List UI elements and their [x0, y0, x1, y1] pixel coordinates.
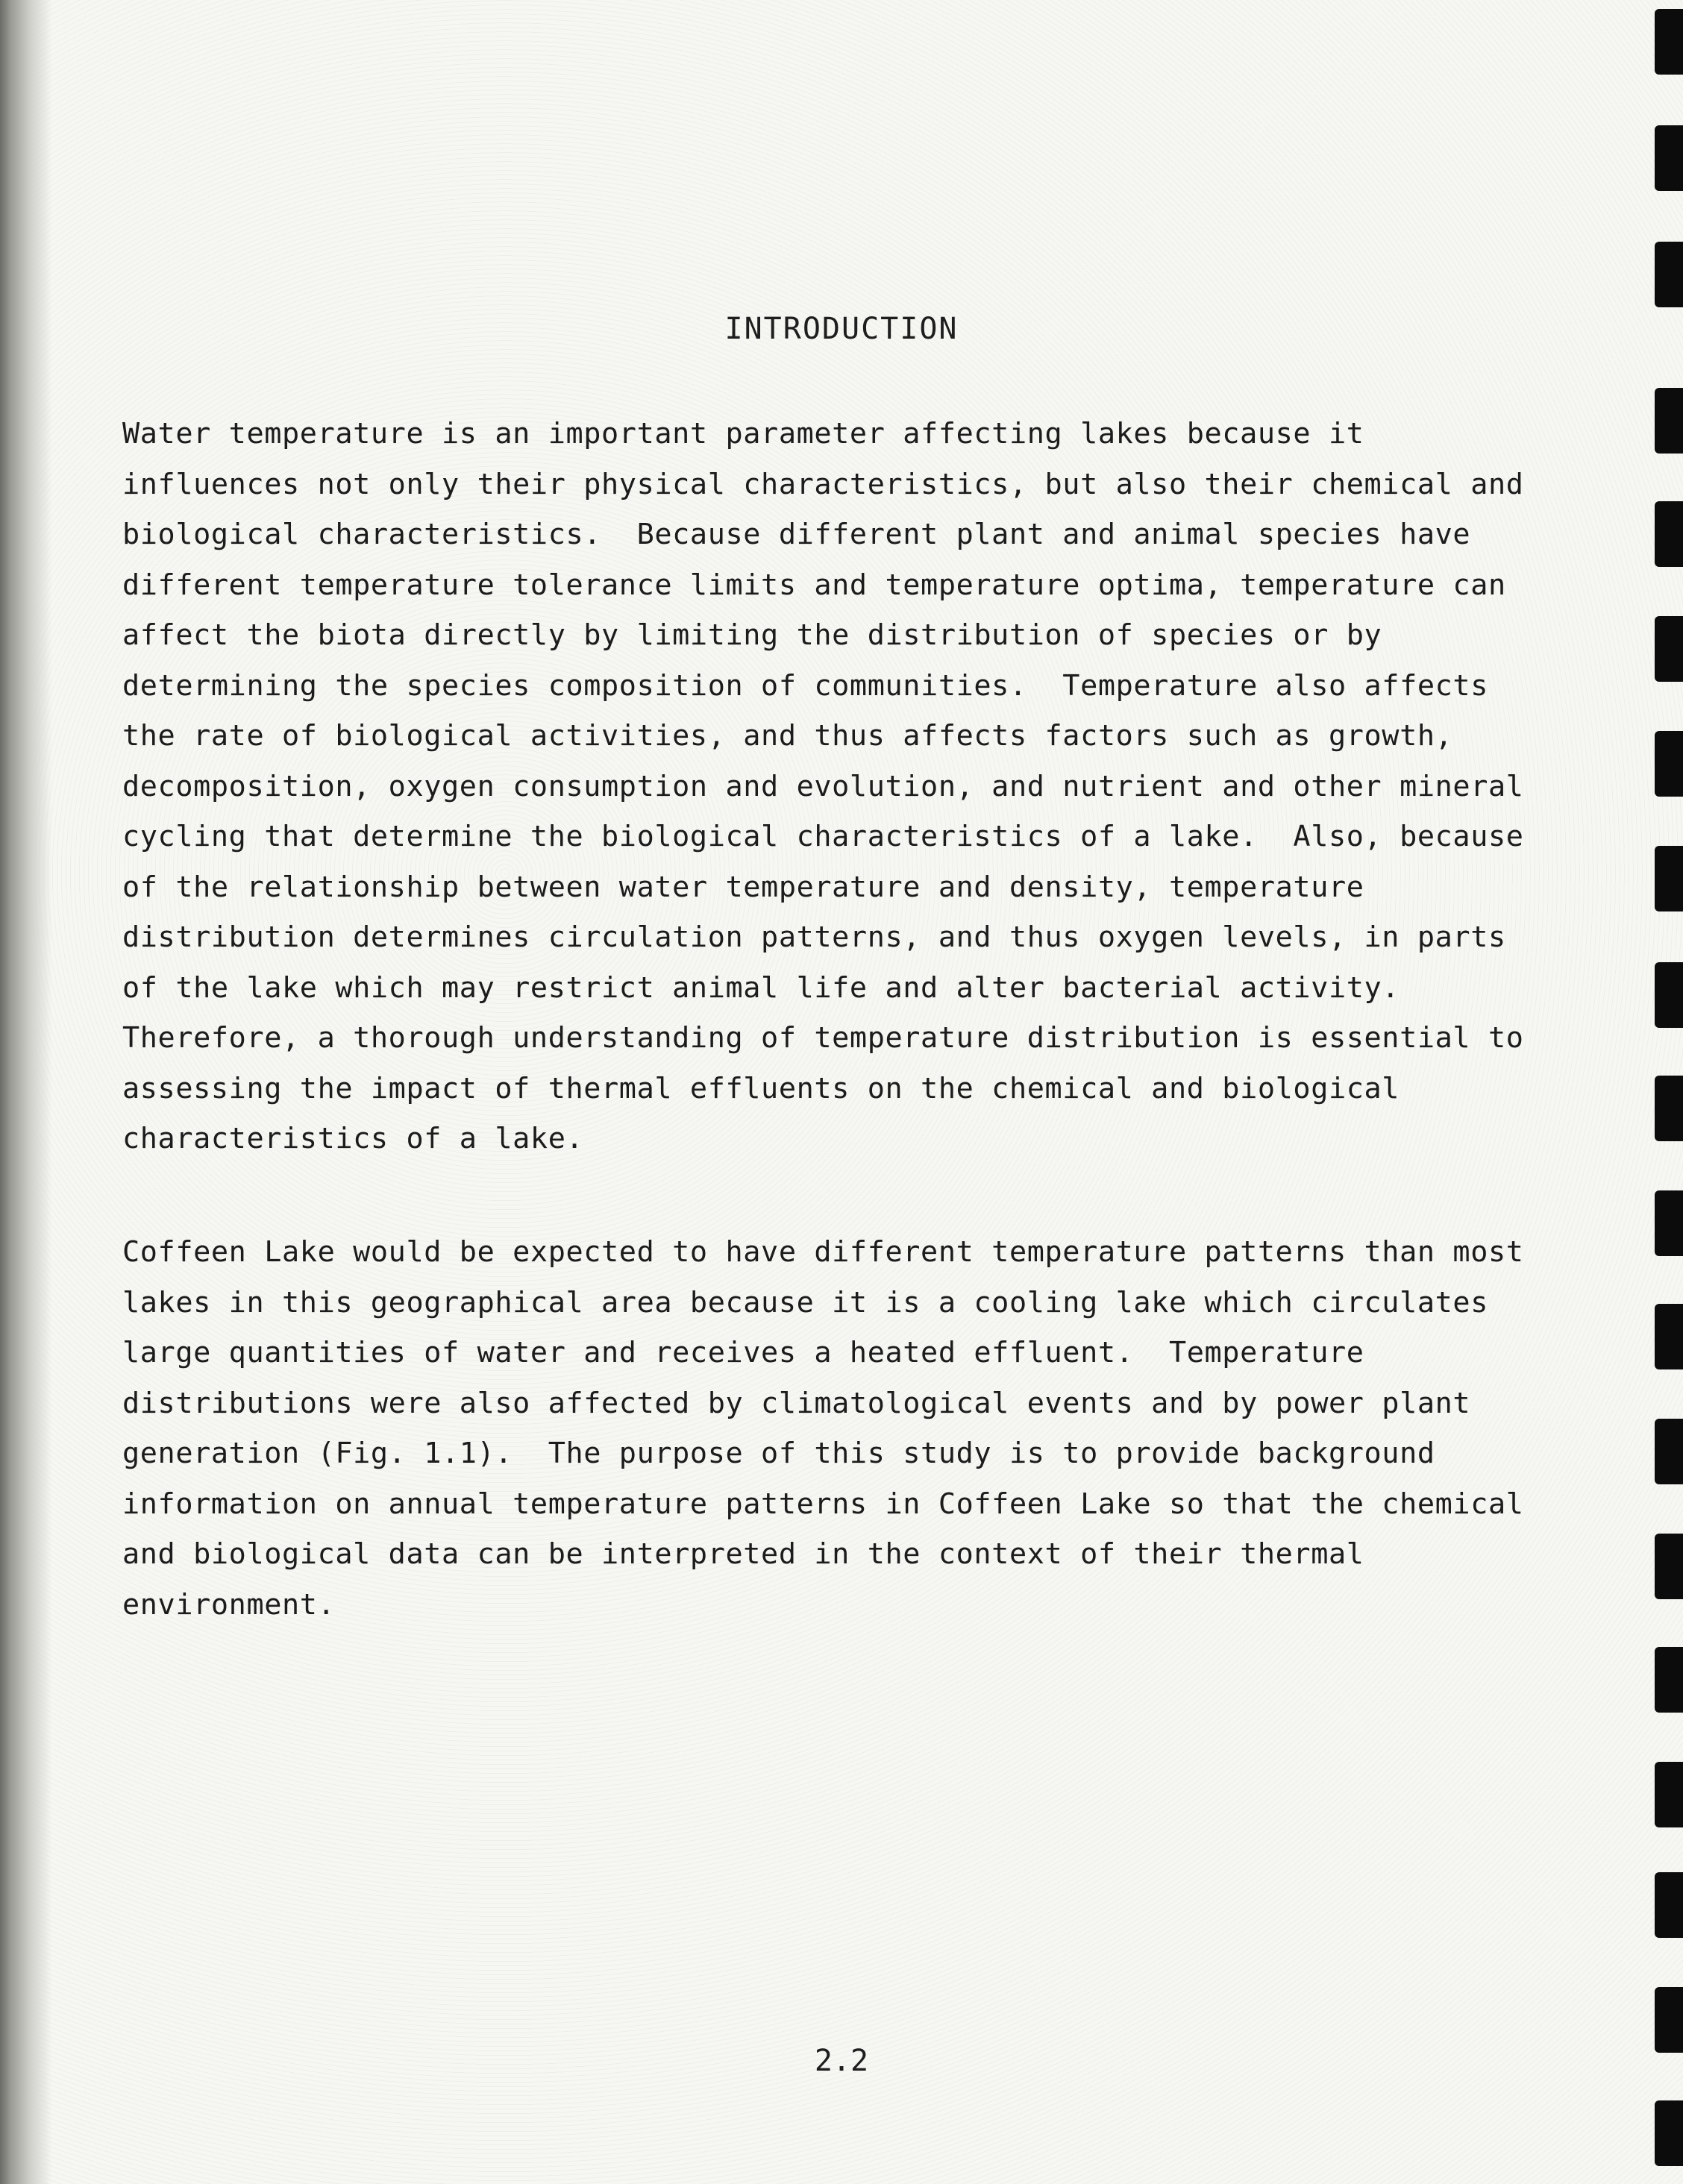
perforation-mark — [1655, 731, 1683, 797]
perforation-mark — [1655, 1762, 1683, 1827]
text-line: information on annual temperature patterns in Coffeen Lake so that the chemical — [122, 1487, 1524, 1521]
text-line: characteristics of a lake. — [122, 1122, 584, 1155]
section-title: INTRODUCTION — [724, 312, 959, 346]
perforation-mark — [1655, 616, 1683, 682]
paragraph-2 — [122, 1227, 1524, 1630]
text-line: biological characteristics. Because different plant and animal species have — [122, 518, 1471, 551]
text-line: and biological data can be interpreted in the context of their thermal — [122, 1537, 1364, 1571]
text-line: decomposition, oxygen consumption and evolution, and nutrient and other mineral — [122, 769, 1524, 803]
perforation-mark — [1655, 9, 1683, 75]
page-number: 2.2 — [814, 2044, 869, 2078]
perforation-mark — [1655, 1076, 1683, 1141]
perforation-mark — [1655, 1419, 1683, 1484]
text-line: Therefore, a thorough understanding of temperature distribution is essential to — [122, 1021, 1524, 1055]
perforation-mark — [1655, 1872, 1683, 1938]
perforation-mark — [1655, 242, 1683, 307]
text-line: assessing the impact of thermal effluents on the chemical and biological — [122, 1071, 1400, 1105]
text-line: distribution determines circulation patterns, and thus oxygen levels, in parts — [122, 920, 1506, 954]
text-line: of the lake which may restrict animal life and alter bacterial activity. — [122, 970, 1400, 1005]
text-line: large quantities of water and receives a heated effluent. Temperature — [122, 1336, 1364, 1369]
perforation-mark — [1655, 501, 1683, 567]
text-line: distributions were also affected by climatological events and by power plant — [122, 1386, 1471, 1420]
text-line: different temperature tolerance limits and temperature optima, temperature can — [122, 568, 1506, 602]
perforation-mark — [1655, 388, 1683, 454]
text-line: the rate of biological activities, and thus affects factors such as growth, — [122, 719, 1453, 753]
perforation-mark — [1655, 1534, 1683, 1599]
perforation-mark — [1655, 1647, 1683, 1713]
text-line: lakes in this geographical area because it is a cooling lake which circulates — [122, 1285, 1488, 1320]
perforation-mark — [1655, 1987, 1683, 2053]
text-line: influences not only their physical characteristics, but also their chemical and — [122, 467, 1524, 501]
perforation-mark — [1655, 1304, 1683, 1369]
text-line: environment. — [122, 1587, 336, 1622]
text-line: generation (Fig. 1.1). The purpose of this study is to provide background — [122, 1437, 1435, 1470]
perforation-mark — [1655, 125, 1683, 191]
text-line: of the relationship between water temperature and density, temperature — [122, 870, 1364, 904]
text-line: affect the biota directly by limiting the distribution of species or by — [122, 618, 1382, 652]
text-line: Coffeen Lake would be expected to have different temperature patterns than most — [122, 1235, 1524, 1269]
text-line: Water temperature is an important parameter affecting lakes because it — [122, 417, 1364, 451]
paragraph-1 — [122, 409, 1524, 1164]
perforation-mark — [1655, 2100, 1683, 2166]
text-line: cycling that determine the biological characteristics of a lake. Also, because — [122, 820, 1524, 853]
perforation-mark — [1655, 962, 1683, 1028]
perforation-mark — [1655, 1190, 1683, 1256]
text-line: determining the species composition of communities. Temperature also affects — [122, 668, 1488, 703]
perforation-mark — [1655, 846, 1683, 911]
